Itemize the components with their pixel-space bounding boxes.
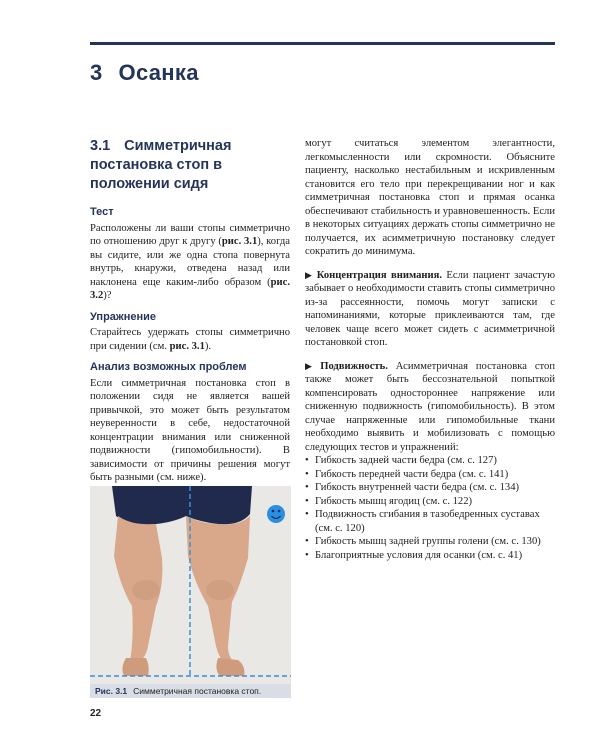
mobility-paragraph <box>305 360 555 455</box>
left-column <box>90 137 290 522</box>
mobility-text: Асимметричная постановка стоп также может быть бессознательной попыткой компенсировать одностороннее напряжение или сниженную подвижность (гипомобильность). В этом случае напряженные или гипомобильные ткани необходимо выявить и мобилизовать с помощью следующих тестов и упражнений: <box>305 360 555 453</box>
list-item: • Гибкость задней части бедра (см. с. 127) <box>305 454 555 468</box>
top-rule <box>90 42 555 45</box>
list-item: • Подвижность сгибания в тазобедренных суставах (см. с. 120) <box>305 508 555 535</box>
concentration-paragraph <box>305 269 555 350</box>
list-item: • Гибкость внутренней части бедра (см. с. 134) <box>305 481 555 495</box>
test-ref-2: рис. 3.2 <box>90 276 290 301</box>
chapter-number: 3 <box>90 60 103 85</box>
mobility-lead: Подвижность. <box>320 360 388 372</box>
test-text-a: Расположены ли ваши стопы симметрично по отношению друг к другу ( <box>90 222 290 247</box>
analysis-heading: Анализ возможных проблем <box>90 361 247 373</box>
section-number: 3.1 <box>90 138 111 154</box>
triangle-bullet-icon: ▶ <box>305 269 314 280</box>
list-item: • Гибкость мышц ягодиц (см. с. 122) <box>305 495 555 509</box>
smiley-face-icon <box>267 505 285 523</box>
figure-caption <box>90 684 291 698</box>
left-foot <box>122 658 148 676</box>
continuation-text: могут считаться элементом элегантности, легкомысленности или скромности. Объясните пациенту, насколько нестабильным и искривленным становится его тело при перекрещивании ног и как симметричная постановка стоп и прямая осанка обеспечивают стабильность и уравновешенность. Если в некоторых ситуациях держать стопы симметрично не получается, их асимметричную постановку следует сократить до минимума. <box>305 138 555 257</box>
exercise-text <box>90 326 290 353</box>
section-name: Симметричная постановка стоп в положении сидя <box>90 138 232 192</box>
section-title <box>90 137 290 194</box>
test-text <box>90 222 290 303</box>
test-heading: Тест <box>90 206 114 218</box>
exercise-list <box>305 454 555 562</box>
exercise-text-a: Старайтесь удержать стопы симметрично при сидении (см. <box>90 327 290 352</box>
figure-photo <box>90 486 291 684</box>
exercise-ref: рис. 3.1 <box>169 340 205 352</box>
test-text-b: ), когда вы сидите, или же одна стопа повернута внутрь, кнаружи, отведена назад или наклонена еще каким-либо образом ( <box>90 236 290 288</box>
triangle-bullet-icon: ▶ <box>305 360 318 371</box>
seated-legs-illustration <box>90 486 291 684</box>
right-column <box>305 137 555 562</box>
concentration-text: Если пациент зачастую забывает о необходимости ставить стопы симметрично из-за рассеянности, помочь могут записки с напоминаниями, которые приклеиваются там, где человек чаще всего может сидеть с асимметричной постановкой стоп. <box>305 269 556 348</box>
test-text-c: )? <box>103 290 112 301</box>
analysis-text: Если симметричная постановка стоп в положении сидя не является вашей привычкой, это может быть результатом неуверенности в себе, недостаточной концентрации внимания или сниженной подвижности (гипомобильности). В зависимости от причины решения могут быть разными (см. ниже). <box>90 377 290 483</box>
chapter-name: Осанка <box>118 60 199 85</box>
exercise-text-b: ). <box>204 340 212 352</box>
page-number: 22 <box>90 708 102 719</box>
list-item: • Гибкость мышц задней группы голени (см. с. 130) <box>305 535 555 549</box>
list-item: • Благоприятные условия для осанки (см. с. 41) <box>305 549 555 563</box>
concentration-lead: Концентрация внимания. <box>316 269 443 281</box>
figure-label: Рис. 3.1 <box>95 686 128 696</box>
exercise-heading: Упражнение <box>90 310 156 323</box>
list-item: • Гибкость передней части бедра (см. с. 141) <box>305 468 555 482</box>
figure-caption-text: Симметричная постановка стоп. <box>133 686 262 696</box>
test-ref-1: рис. 3.1 <box>221 236 258 247</box>
chapter-title <box>90 60 199 86</box>
